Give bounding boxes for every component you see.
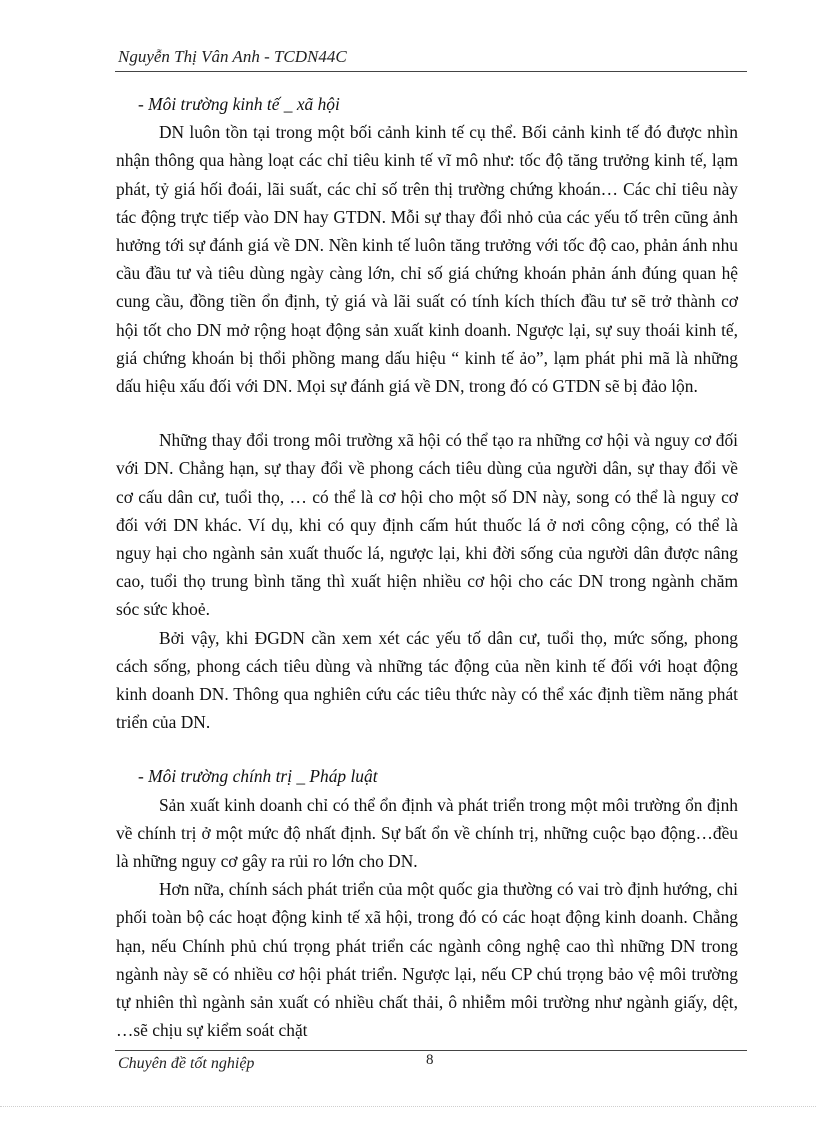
- footer-rule: [115, 1050, 747, 1051]
- page-number: 8: [426, 1052, 434, 1068]
- paragraph-evaluation-factors: Bởi vậy, khi ĐGDN cần xem xét các yếu tố dân cư, tuổi thọ, mức sống, phong cách sống, phong cách tiêu dùng và những tác động của nền kinh tế đối với hoạt động kinh doanh DN. Thông qua nghiên cứu các tiêu thức này có thể xác định tiềm năng phát triển của DN.: [116, 627, 738, 733]
- paragraph-social-changes: Những thay đổi trong môi trường xã hội có thể tạo ra những cơ hội và nguy cơ đối với DN. Chẳng hạn, sự thay đổi về phong cách tiêu dùng của người dân, sự thay đổi về cơ cấu dân cư, tuổi thọ, … có thể là cơ hội cho một số DN này, song có thể là nguy cơ đối với DN khác. Ví dụ, khi có quy định cấm hút thuốc lá ở nơi công cộng, có thể là nguy hại cho ngành sản xuất thuốc lá, ngược lại, khi đời sống của người dân được nâng cao, tuổi thọ trung bình tăng thì xuất hiện nhiều cơ hội cho các DN trong ngành chăm sóc sức khoẻ.: [116, 430, 738, 620]
- paragraph-government-policy: Hơn nữa, chính sách phát triển của một quốc gia thường có vai trò định hướng, chi phối toàn bộ các hoạt động kinh tế xã hội, trong đó có các hoạt động kinh doanh. Chẳng hạn, nếu Chính phủ chú trọng phát triển các ngành công nghệ cao thì những DN trong ngành này sẽ có nhiều cơ hội phát triển. Ngược lại, nếu CP chú trọng bảo vệ môi trường tự nhiên thì ngành sản xuất có nhiều chất thải, ô nhiễm môi trường như ngành giấy, dệt, …sẽ chịu sự kiểm soát chặt: [116, 879, 738, 1041]
- section-heading-political-legal: - Môi trường chính trị _ Pháp luật: [138, 766, 378, 787]
- running-header: Nguyễn Thị Vân Anh - TCDN44C: [118, 47, 347, 66]
- page-edge-divider: [0, 1106, 816, 1107]
- section-heading-economic-social: - Môi trường kinh tế _ xã hội: [138, 94, 340, 114]
- header-rule: [115, 71, 747, 72]
- paragraph-political-stability: Sản xuất kinh doanh chỉ có thể ổn định và phát triển trong một môi trường ổn định về chính trị ở một mức độ nhất định. Sự bất ổn về chính trị, những cuộc bạo động…đều là những nguy cơ gây ra rủi ro lớn cho DN.: [116, 794, 738, 872]
- paragraph-economic-context: DN luôn tồn tại trong một bối cảnh kinh tế cụ thể. Bối cảnh kinh tế đó được nhìn nhận thông qua hàng loạt các chỉ tiêu kinh tế vĩ mô như: tốc độ tăng trưởng kinh tế, lạm phát, tỷ giá hối đoái, lãi suất, các chỉ số trên thị trường chứng khoán… Các chỉ tiêu này tác động trực tiếp vào DN hay GTDN. Mỗi sự thay đổi nhỏ của các yếu tố trên cũng ảnh hưởng tới sự đánh giá về DN. Nền kinh tế luôn tăng trưởng với tốc độ cao, phản ánh nhu cầu đầu tư và tiêu dùng ngày càng lớn, chỉ số giá chứng khoán phản ánh đúng quan hệ cung cầu, đồng tiền ổn định, tỷ giá và lãi suất có tính kích thích đầu tư sẽ trở thành cơ hội tốt cho DN mở rộng hoạt động sản xuất kinh doanh. Ngược lại, sự suy thoái kinh tế, giá chứng khoán bị thổi phồng mang dấu hiệu “ kinh tế ảo”, lạm phát phi mã là những dấu hiệu xấu đối với DN. Mọi sự đánh giá về DN, trong đó có GTDN sẽ bị đảo lộn.: [116, 122, 738, 397]
- page-body: [116, 90, 738, 1045]
- footer-title: Chuyên đề tốt nghiệp: [118, 1055, 255, 1072]
